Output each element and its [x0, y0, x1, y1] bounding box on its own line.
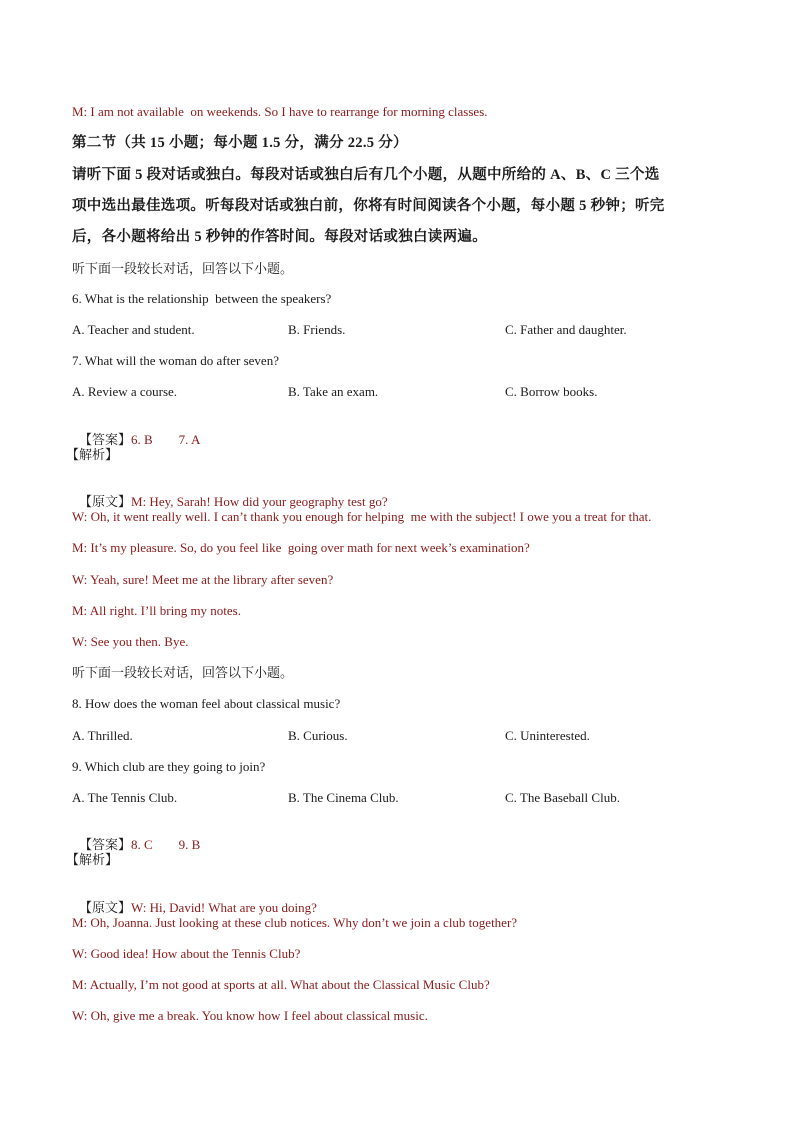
option-c: C. Uninterested. — [505, 728, 590, 743]
transcript-line: W: See you then. Bye. — [72, 634, 189, 649]
answer-text: 8. C 9. B — [131, 837, 201, 852]
option-a: A. Teacher and student. — [72, 322, 195, 337]
question-8: 8. How does the woman feel about classical music? — [72, 696, 341, 711]
dialog-intro: 听下面一段较长对话，回答以下小题。 — [72, 665, 294, 680]
transcript-line: M: All right. I’ll bring my notes. — [72, 603, 241, 618]
option-b: B. Curious. — [288, 728, 348, 743]
instruction-line: 项中选出最佳选项。听每段对话或独白前，你将有时间阅读各个小题，每小题 5 秒钟；听完 — [72, 198, 665, 214]
answer-text: 6. B 7. A — [131, 432, 201, 447]
transcript-line: M: Hey, Sarah! How did your geography test go? — [131, 494, 388, 509]
question-6: 6. What is the relationship between the speakers? — [72, 291, 332, 306]
section-heading: 第二节（共 15 小题；每小题 1.5 分，满分 22.5 分） — [72, 135, 408, 151]
option-a: A. Review a course. — [72, 384, 178, 399]
answer-tag: 【答案】 — [79, 432, 132, 447]
transcript-tag: 【原文】 — [79, 494, 132, 509]
option-c: C. Father and daughter. — [505, 322, 627, 337]
option-b: B. The Cinema Club. — [288, 790, 399, 805]
transcript-line: W: Hi, David! What are you doing? — [131, 900, 317, 915]
transcript-line: M: It’s my pleasure. So, do you feel like going over math for next week’s examination? — [72, 540, 530, 555]
question-9: 9. Which club are they going to join? — [72, 759, 266, 774]
question-7: 7. What will the woman do after seven? — [72, 353, 279, 368]
option-b: B. Friends. — [288, 322, 346, 337]
dialog-intro: 听下面一段较长对话，回答以下小题。 — [72, 261, 294, 276]
transcript-line: W: Oh, it went really well. I can’t thank you enough for helping me with the subject! I owe you a treat for that. — [72, 509, 652, 524]
option-a: A. The Tennis Club. — [72, 790, 178, 805]
transcript-line: W: Good idea! How about the Tennis Club? — [72, 946, 301, 961]
answer-tag: 【答案】 — [79, 837, 132, 852]
transcript-tag: 【原文】 — [79, 900, 132, 915]
transcript-line: M: Actually, I’m not good at sports at all. What about the Classical Music Club? — [72, 977, 490, 992]
option-a: A. Thrilled. — [72, 728, 133, 743]
instruction-line: 请听下面 5 段对话或独白。每段对话或独白后有几个小题，从题中所给的 A、B、C 三个选 — [72, 167, 660, 183]
analysis-tag: 【解析】 — [66, 852, 119, 867]
option-c: C. Borrow books. — [505, 384, 598, 399]
instruction-line: 后，各小题将给出 5 秒钟的作答时间。每段对话或独白读两遍。 — [72, 229, 487, 245]
option-c: C. The Baseball Club. — [505, 790, 620, 805]
option-b: B. Take an exam. — [288, 384, 379, 399]
transcript-line: W: Yeah, sure! Meet me at the library after seven? — [72, 572, 334, 587]
transcript-line: M: Oh, Joanna. Just looking at these club notices. Why don’t we join a club together? — [72, 915, 518, 930]
dialog-line: M: I am not available on weekends. So I have to rearrange for morning classes. — [72, 104, 488, 119]
transcript-line: W: Oh, give me a break. You know how I feel about classical music. — [72, 1008, 428, 1023]
analysis-tag: 【解析】 — [66, 447, 119, 462]
